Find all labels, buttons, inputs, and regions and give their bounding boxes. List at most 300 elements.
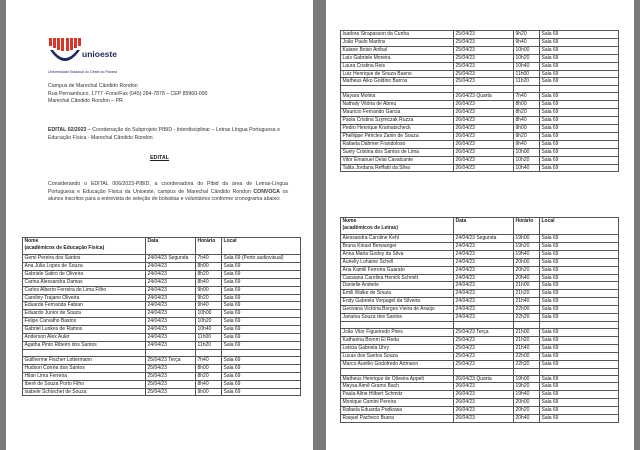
table-row — [341, 391, 619, 399]
cell-horario: 22h20 — [514, 314, 540, 322]
cell-horario: 10h20 — [514, 156, 540, 164]
cell-horario: 19h40 — [514, 391, 540, 399]
table-header-row — [23, 238, 301, 255]
cell-data: 25/04/23 — [454, 54, 514, 62]
cell-data: 26/04/23 — [454, 117, 514, 125]
cell-data: 26/04/23 — [454, 391, 514, 399]
cell-data: 24/04/23 — [146, 341, 196, 349]
table-row — [341, 375, 619, 383]
table-row — [341, 258, 619, 266]
table-row — [341, 344, 619, 352]
table-row — [341, 266, 619, 274]
schedule-table-educacao-fisica — [22, 237, 301, 396]
logo-subtitle: Universidade Estadual do Oeste do Paraná — [48, 70, 118, 74]
header-data: Data — [146, 238, 196, 255]
cell-horario: 22h00 — [514, 306, 540, 314]
table-row — [341, 282, 619, 290]
cell-horario: 9h20 — [514, 132, 540, 140]
table-row — [341, 298, 619, 306]
cell-nome: Gabriele Satiro de Oliveira — [23, 270, 146, 278]
cell-horario: 20h40 — [514, 415, 540, 423]
cell-horario: 8h40 — [196, 278, 222, 286]
table-row — [341, 70, 619, 78]
table-row — [341, 31, 619, 39]
cell-local: Sala 69 — [540, 54, 619, 62]
schedule-table-letras — [340, 217, 619, 423]
cell-local: Sala 69 — [222, 318, 301, 326]
cell-local: Sala 69 — [540, 360, 619, 368]
cell-local: Sala 69 — [222, 278, 301, 286]
cell-data: 26/04/23 — [454, 156, 514, 164]
address-line: Campus de Marechal Cândido Rondon — [48, 83, 138, 89]
cell-horario: 10h40 — [514, 62, 540, 70]
intro-text-2: os alunos inscritos para a entrevista de seleção de bolsistas e voluntários conforme cronograma abaixo: — [48, 188, 289, 203]
table-row — [341, 235, 619, 243]
spacer-cell — [23, 349, 146, 356]
cell-horario: 20h00 — [514, 258, 540, 266]
cell-nome: Vitor Emanuel Delai Cavalcante — [341, 156, 454, 164]
cell-data: 25/04/23 — [454, 70, 514, 78]
edital-description: – Coordenação do Subprojeto PIBID - Interdisciplinar – Letras Língua Portuguesa e Educação Física - Marechal Cândido Rondon — [48, 127, 280, 141]
cell-horario: 19h20 — [514, 242, 540, 250]
table-row — [341, 164, 619, 172]
cell-data: 26/04/23 — [454, 109, 514, 117]
cell-nome: Janaina Souza dos Santos — [341, 314, 454, 322]
cell-horario: 20h00 — [514, 399, 540, 407]
cell-horario: 10h20 — [196, 318, 222, 326]
cell-local: Sala 69 — [540, 250, 619, 258]
document-page-1 — [6, 0, 313, 450]
cell-local: Sala 69 — [540, 383, 619, 391]
cell-nome: Gemi Pereira dos Santos — [23, 255, 146, 263]
cell-data: 25/04/23 — [146, 380, 196, 388]
cell-data: 26/04/23 Quarta — [454, 93, 514, 101]
cell-horario: 11h00 — [514, 70, 540, 78]
cell-data: 26/04/23 — [454, 140, 514, 148]
cell-local: Sala 69 — [222, 286, 301, 294]
cell-data: 24/04/23 Segunda — [454, 235, 514, 243]
cell-local: Sala 69 — [540, 242, 619, 250]
spacer-cell — [222, 349, 301, 356]
table-row — [23, 262, 301, 270]
table-row — [341, 352, 619, 360]
table-row — [341, 250, 619, 258]
cell-data: 24/04/23 — [454, 290, 514, 298]
spacer-row — [341, 86, 619, 93]
table-row — [341, 132, 619, 140]
cell-data: 24/04/23 — [146, 270, 196, 278]
cell-nome: Marco Aurélio Godofredo Artmann — [341, 360, 454, 368]
cell-data: 25/04/23 — [146, 372, 196, 380]
cell-nome: Agatha Pinto Ribeiro dos Santos — [23, 341, 146, 349]
table-row — [341, 62, 619, 70]
cell-local: Sala 69 — [222, 310, 301, 318]
cell-data: 25/04/23 — [454, 38, 514, 46]
table-row — [341, 156, 619, 164]
header-nome: Nome — [24, 238, 39, 244]
table-row — [341, 148, 619, 156]
cell-nome: Hilan Lima Ferreira — [23, 372, 146, 380]
spacer-row — [23, 349, 301, 356]
cell-data: 24/04/23 — [146, 294, 196, 302]
table-row — [341, 336, 619, 344]
cell-data: 26/04/23 Quarta — [454, 375, 514, 383]
cell-horario: 9h40 — [196, 302, 222, 310]
cell-local: Sala 69 — [222, 294, 301, 302]
cell-nome: Caroliny Trajano Oliveira — [23, 294, 146, 302]
cell-local: Sala 69 — [540, 109, 619, 117]
cell-nome: Carlos Alberto Ferreira de Lima Filho — [23, 286, 146, 294]
cell-data: 24/04/23 — [146, 278, 196, 286]
cell-horario: 19h00 — [514, 235, 540, 243]
cell-data: 24/04/23 — [146, 310, 196, 318]
cell-data: 24/04/23 — [146, 286, 196, 294]
cell-local: Sala 69 — [540, 375, 619, 383]
cell-nome: Nathaly Vitória de Abreu — [341, 101, 454, 109]
cell-nome: Felipe Carvalho Bastos — [23, 318, 146, 326]
cell-horario: 8h00 — [514, 101, 540, 109]
spacer-cell — [540, 321, 619, 328]
table-row — [23, 286, 301, 294]
cell-local: Sala 69 — [540, 78, 619, 86]
cell-local: Sala 69 — [540, 290, 619, 298]
cell-local: Sala 69 — [540, 328, 619, 336]
table-row — [23, 278, 301, 286]
cell-nome: Matheus Aiko Goldino Barros — [341, 78, 454, 86]
cell-nome: Anderson Alex Auler — [23, 334, 146, 342]
table-row — [23, 310, 301, 318]
cell-horario: 8h40 — [514, 117, 540, 125]
cell-data: 24/04/23 — [454, 306, 514, 314]
cell-local: Sala 69 — [222, 372, 301, 380]
cell-horario: 21h20 — [514, 290, 540, 298]
cell-data: 24/04/23 — [146, 302, 196, 310]
cell-horario: 20h40 — [514, 274, 540, 282]
cell-local: Sala 69 — [540, 266, 619, 274]
cell-data: 24/04/23 — [454, 274, 514, 282]
cell-local: Sala 69 — [540, 344, 619, 352]
address-line: Rua Pernambuco, 1777 -Fone/Fax (045) 284-7878 – CEP 85960-000 — [48, 90, 208, 97]
table-row — [341, 124, 619, 132]
table-row — [23, 372, 301, 380]
unioeste-logo-icon — [48, 36, 82, 68]
cell-local: Sala 69 — [222, 302, 301, 310]
cell-data: 24/04/23 — [454, 242, 514, 250]
cell-nome: Laura Cristina Reis — [341, 62, 454, 70]
edital-number: EDITAL 02/2023 — [48, 127, 87, 133]
spacer-cell — [341, 321, 454, 328]
spacer-cell — [514, 321, 540, 328]
cell-horario: 9h40 — [514, 140, 540, 148]
intro-paragraph — [48, 181, 288, 204]
cell-nome: Lucas dos Santos Souza — [341, 352, 454, 360]
cell-local: Sala 69 — [540, 336, 619, 344]
cell-nome: Talita Jordana Reffatti da Silva — [341, 164, 454, 172]
cell-local: Sala 69 — [540, 117, 619, 125]
unioeste-logo — [48, 36, 128, 74]
table-row — [341, 274, 619, 282]
table-header-row — [341, 218, 619, 235]
table-row — [341, 328, 619, 336]
cell-nome: Rafaela Dahmer Frandoloso — [341, 140, 454, 148]
cell-horario: 9h40 — [514, 38, 540, 46]
cell-local: Sala 69 — [222, 270, 301, 278]
cell-data: 24/04/23 — [454, 266, 514, 274]
table-row — [341, 46, 619, 54]
cell-data: 24/04/23 — [146, 318, 196, 326]
table-row — [341, 78, 619, 86]
cell-nome: Eduarda Fernanda Fabian — [23, 302, 146, 310]
cell-data: 26/04/23 — [454, 101, 514, 109]
cell-local: Sala 69 — [540, 124, 619, 132]
cell-horario: 8h00 — [196, 262, 222, 270]
header-horario: Horário — [196, 238, 222, 255]
cell-local: Sala 69 — [540, 70, 619, 78]
header-nome-cell — [23, 238, 146, 255]
table-row — [341, 383, 619, 391]
cell-nome: Cassiana Carolina Henick Schmitt — [341, 274, 454, 282]
document-page-2 — [326, 0, 634, 450]
spacer-cell — [454, 368, 514, 375]
cell-horario: 10h20 — [514, 54, 540, 62]
cell-local: Sala 69 — [540, 258, 619, 266]
cell-data: 25/04/23 Terça — [146, 356, 196, 364]
address-block — [48, 83, 207, 106]
cell-data: 25/04/23 Terça — [454, 328, 514, 336]
cell-nome: Phellippe Péricles Zanin de Souza — [341, 132, 454, 140]
header-nome-cell — [341, 218, 454, 235]
spacer-cell — [514, 368, 540, 375]
spacer-cell — [341, 368, 454, 375]
cell-local: Sala 69 — [222, 380, 301, 388]
cell-horario: 19h20 — [514, 383, 540, 391]
cell-nome: Emili Walke de Souza — [341, 290, 454, 298]
cell-data: 24/04/23 — [146, 262, 196, 270]
cell-data: 26/04/23 — [454, 148, 514, 156]
cell-local: Sala 69 — [540, 274, 619, 282]
edital-heading — [48, 127, 283, 142]
cell-nome: Luiz Henrique de Souza Bueno — [341, 70, 454, 78]
table-row — [23, 380, 301, 388]
cell-data: 24/04/23 Segunda — [146, 255, 196, 263]
cell-nome: Geovana Victória Borges Vieira de Araújo — [341, 306, 454, 314]
table-row — [23, 341, 301, 349]
table-row — [23, 326, 301, 334]
cell-data: 24/04/23 — [454, 298, 514, 306]
intro-convoca: CONVOCA — [253, 188, 280, 195]
cell-nome: Raquel Pacheco Buera — [341, 415, 454, 423]
table-row — [23, 294, 301, 302]
table-row — [23, 255, 301, 263]
cell-horario: 8h20 — [196, 270, 222, 278]
cell-nome: Guilherme Fischer Lottermann — [23, 356, 146, 364]
address-line: Marechal Cândido Rondon – PR — [48, 98, 123, 105]
cell-nome: Aurielly Lohaine Schell — [341, 258, 454, 266]
cell-data: 25/04/23 — [454, 46, 514, 54]
table-row — [23, 334, 301, 342]
cell-nome: Maysa Aimê Grams Bach — [341, 383, 454, 391]
intro-text: Considerando o EDITAL 006/2023-PIBID, a coordenadora do Pibid da área de Letras-Língua Portuguesa e Educação Física da Unioeste, campus de Marechal Cândido Rondon — [48, 181, 288, 195]
cell-local: Sala 69 — [540, 399, 619, 407]
cell-horario: 20h20 — [514, 266, 540, 274]
cell-nome: Suely Cristina dos Santos de Lima — [341, 148, 454, 156]
cell-local: Sala 69 — [540, 314, 619, 322]
cell-nome: Isadora Strapasson da Cunha — [341, 31, 454, 39]
cell-data: 26/04/23 — [454, 132, 514, 140]
cell-data: 25/04/23 — [454, 352, 514, 360]
header-horario: Horário — [514, 218, 540, 235]
cell-local: Sala 69 — [540, 31, 619, 39]
cell-horario: 7h40 — [196, 255, 222, 263]
cell-nome: Carina Alessandra Damas — [23, 278, 146, 286]
cell-horario: 11h20 — [196, 341, 222, 349]
cell-local: Sala 69 — [222, 334, 301, 342]
spacer-cell — [540, 86, 619, 93]
cell-data: 25/04/23 — [454, 336, 514, 344]
cell-data: 25/04/23 — [454, 78, 514, 86]
cell-local: Sala 69 — [540, 415, 619, 423]
table-row — [23, 270, 301, 278]
cell-horario: 7h40 — [196, 356, 222, 364]
table-row — [23, 318, 301, 326]
cell-local: Sala 69 — [540, 352, 619, 360]
cell-nome: Endy Gabriela Vorpagel da Silveira — [341, 298, 454, 306]
cell-horario: 11h20 — [514, 78, 540, 86]
cell-nome: Eduardo Junior de Souza — [23, 310, 146, 318]
cell-data: 24/04/23 — [454, 258, 514, 266]
spacer-row — [341, 368, 619, 375]
cell-nome: Iberê de Souza Porto Filho — [23, 380, 146, 388]
cell-local: Sala 69 — [540, 101, 619, 109]
cell-nome: Anna Maria Godoy da Silva — [341, 250, 454, 258]
table-row — [341, 54, 619, 62]
cell-local: Sala 69 — [540, 306, 619, 314]
cell-data: 24/04/23 — [454, 250, 514, 258]
table-row — [23, 364, 301, 372]
table-row — [341, 140, 619, 148]
cell-nome: Bruna Kinast Berwanger — [341, 242, 454, 250]
cell-horario: 19h40 — [514, 250, 540, 258]
table-row — [341, 290, 619, 298]
cell-nome: Hudson Corrêa dos Santos — [23, 364, 146, 372]
cell-local: Sala 69 — [540, 132, 619, 140]
cell-local: Sala 69 — [222, 356, 301, 364]
logo-wordmark: unioeste — [82, 49, 117, 59]
cell-horario: 21h40 — [514, 298, 540, 306]
cell-nome: Alessandra Caroline Kehl — [341, 235, 454, 243]
cell-nome: Paola Cristina Szymczak Ruzza — [341, 117, 454, 125]
cell-local: Sala 69 — [540, 148, 619, 156]
table-row — [341, 415, 619, 423]
cell-nome: Leticia Gabriela Uhry — [341, 344, 454, 352]
cell-nome: João Vitor Figueiredo Pires — [341, 328, 454, 336]
spacer-cell — [514, 86, 540, 93]
cell-horario: 9h20 — [514, 31, 540, 39]
cell-nome: Mauricio Fernando Garcia — [341, 109, 454, 117]
cell-data: 26/04/23 — [454, 407, 514, 415]
cell-local: Sala 69 (Perto audiovisual) — [222, 255, 301, 263]
cell-nome: João Paulo Martins — [341, 38, 454, 46]
spacer-row — [341, 321, 619, 328]
cell-nome: Danielle Anderle — [341, 282, 454, 290]
spacer-cell — [454, 86, 514, 93]
cell-local: Sala 69 — [540, 62, 619, 70]
table-row — [23, 356, 301, 364]
cell-nome: Matheus Henrique de Oliveira Appelt — [341, 375, 454, 383]
cell-horario: 21h40 — [514, 344, 540, 352]
cell-horario: 9h00 — [514, 124, 540, 132]
cell-horario: 9h00 — [196, 388, 222, 396]
cell-horario: 10h00 — [196, 310, 222, 318]
cell-local: Sala 69 — [222, 364, 301, 372]
table-row — [341, 109, 619, 117]
cell-nome: Laís Gabriele Moreira — [341, 54, 454, 62]
cell-nome: Katharina Bomm El Reda — [341, 336, 454, 344]
cell-local: Sala 69 — [540, 140, 619, 148]
cell-nome: Pedro Henrique Kramatscheck — [341, 124, 454, 132]
cell-local: Sala 69 — [540, 298, 619, 306]
cell-local: Sala 69 — [540, 391, 619, 399]
table-row — [341, 38, 619, 46]
cell-horario: 10h00 — [514, 46, 540, 54]
cell-local: Sala 69 — [540, 235, 619, 243]
cell-horario: 8h20 — [514, 109, 540, 117]
cell-horario: 7h40 — [514, 93, 540, 101]
cell-data: 24/04/23 — [454, 282, 514, 290]
table-row — [341, 101, 619, 109]
cell-nome: Ana Kamili Ferreira Guarato — [341, 266, 454, 274]
cell-horario: 21h00 — [514, 328, 540, 336]
cell-horario: 22h20 — [514, 360, 540, 368]
table-row — [341, 314, 619, 322]
cell-local: Sala 69 — [540, 407, 619, 415]
cell-data: 24/04/23 — [146, 326, 196, 334]
cell-data: 25/04/23 — [454, 62, 514, 70]
cell-nome: Rafaela Eduarda Podkowa — [341, 407, 454, 415]
header-local: Local — [222, 238, 301, 255]
cell-horario: 9h00 — [196, 286, 222, 294]
cell-local: Sala 69 — [222, 262, 301, 270]
header-nome: Nome — [342, 218, 357, 224]
cell-data: 24/04/23 — [146, 334, 196, 342]
cell-local: Sala 69 — [222, 341, 301, 349]
cell-horario: 11h00 — [196, 334, 222, 342]
spacer-cell — [540, 368, 619, 375]
header-subtitle: (acadêmicos de Letras) — [342, 225, 399, 231]
cell-data: 24/04/23 — [454, 314, 514, 322]
table-row — [341, 306, 619, 314]
cell-local: Sala 69 — [540, 38, 619, 46]
cell-horario: 22h00 — [514, 352, 540, 360]
cell-data: 26/04/23 — [454, 399, 514, 407]
cell-local: Sala 69 — [222, 388, 301, 396]
cell-data: 25/04/23 — [146, 364, 196, 372]
cell-horario: 8h40 — [196, 380, 222, 388]
cell-horario: 10h40 — [196, 326, 222, 334]
table-row — [23, 388, 301, 396]
table-row — [341, 407, 619, 415]
cell-horario: 10h00 — [514, 148, 540, 156]
spacer-cell — [196, 349, 222, 356]
cell-horario: 21h00 — [514, 282, 540, 290]
cell-nome: Ana Júlia Lopes de Souza — [23, 262, 146, 270]
spacer-cell — [454, 321, 514, 328]
cell-data: 26/04/23 — [454, 124, 514, 132]
cell-data: 25/04/23 — [454, 344, 514, 352]
cell-data: 25/04/23 — [454, 31, 514, 39]
table-row — [341, 93, 619, 101]
cell-nome: Monique Camini Pereira — [341, 399, 454, 407]
